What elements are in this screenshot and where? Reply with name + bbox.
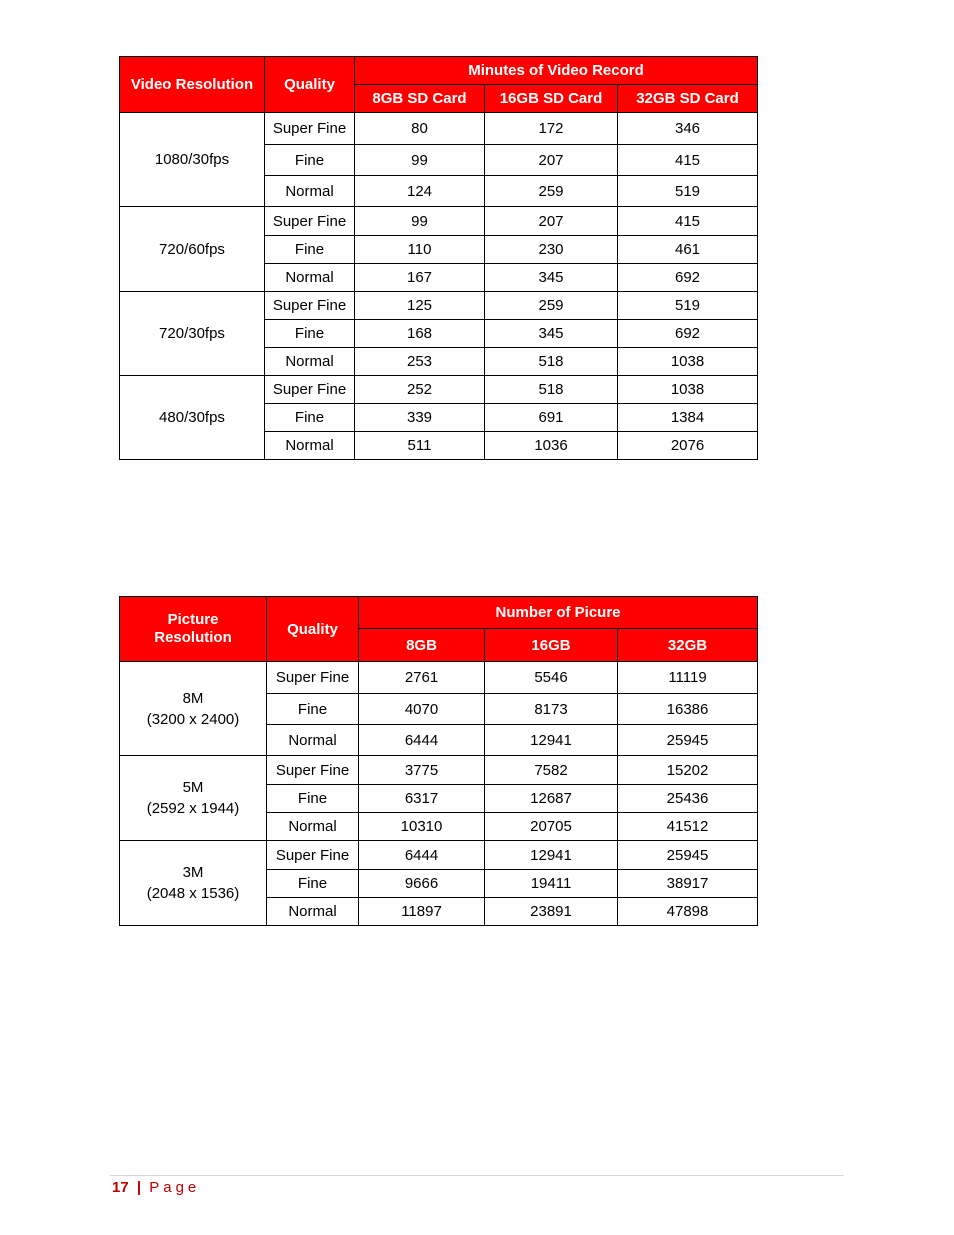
- page-label: Page: [149, 1179, 201, 1196]
- picture-quality-header: Quality: [267, 597, 359, 662]
- value-cell: 518: [485, 376, 618, 404]
- table-row: [120, 841, 758, 870]
- value-cell: 230: [485, 236, 618, 264]
- value-cell: 172: [485, 113, 618, 145]
- table-row: [120, 113, 758, 145]
- quality-cell: Super Fine: [265, 292, 355, 320]
- picture-resolution-dimensions: (2592 x 1944): [146, 800, 240, 817]
- value-cell: 252: [355, 376, 485, 404]
- value-cell: 47898: [618, 898, 758, 926]
- value-cell: 1036: [485, 432, 618, 460]
- picture-resolution-dimensions: (3200 x 2400): [146, 710, 240, 728]
- picture-column-header-32gb: 32GB: [618, 629, 758, 662]
- value-cell: 461: [618, 236, 758, 264]
- value-cell: 4070: [359, 694, 485, 725]
- quality-cell: Super Fine: [265, 207, 355, 236]
- value-cell: 253: [355, 348, 485, 376]
- value-cell: 15202: [618, 756, 758, 785]
- video-resolution-header: Video Resolution: [120, 57, 265, 113]
- value-cell: 110: [355, 236, 485, 264]
- video-column-header-32gb: 32GB SD Card: [618, 85, 758, 113]
- quality-cell: Super Fine: [265, 113, 355, 145]
- quality-cell: Fine: [265, 236, 355, 264]
- video-resolution-cell: 1080/30fps: [120, 113, 265, 207]
- footer-divider: [110, 1175, 844, 1176]
- value-cell: 692: [618, 264, 758, 292]
- video-minutes-group-header: Minutes of Video Record: [355, 57, 758, 85]
- value-cell: 11897: [359, 898, 485, 926]
- quality-cell: Normal: [267, 725, 359, 756]
- value-cell: 8173: [485, 694, 618, 725]
- video-resolution-cell: 480/30fps: [120, 376, 265, 460]
- value-cell: 6444: [359, 841, 485, 870]
- quality-cell: Fine: [267, 694, 359, 725]
- picture-resolution-name: 3M: [182, 864, 204, 881]
- value-cell: 2076: [618, 432, 758, 460]
- value-cell: 12687: [485, 785, 618, 813]
- picture-count-group-header: Number of Picure: [359, 597, 758, 629]
- value-cell: 519: [618, 176, 758, 207]
- quality-cell: Normal: [265, 432, 355, 460]
- value-cell: 415: [618, 145, 758, 176]
- value-cell: 10310: [359, 813, 485, 841]
- table-row: [120, 662, 758, 694]
- value-cell: 41512: [618, 813, 758, 841]
- value-cell: 519: [618, 292, 758, 320]
- quality-cell: Fine: [267, 785, 359, 813]
- picture-resolution-header-line1: Picture: [167, 611, 219, 628]
- quality-cell: Normal: [265, 176, 355, 207]
- picture-column-header-16gb: 16GB: [485, 629, 618, 662]
- value-cell: 23891: [485, 898, 618, 926]
- value-cell: 511: [355, 432, 485, 460]
- value-cell: 12941: [485, 725, 618, 756]
- value-cell: 11119: [618, 662, 758, 694]
- value-cell: 339: [355, 404, 485, 432]
- picture-resolution-cell: [120, 841, 267, 926]
- value-cell: 1038: [618, 348, 758, 376]
- value-cell: 80: [355, 113, 485, 145]
- value-cell: 168: [355, 320, 485, 348]
- value-cell: 16386: [618, 694, 758, 725]
- picture-resolution-cell: [120, 662, 267, 756]
- quality-cell: Super Fine: [267, 662, 359, 694]
- quality-cell: Fine: [267, 870, 359, 898]
- quality-cell: Fine: [265, 145, 355, 176]
- value-cell: 1038: [618, 376, 758, 404]
- value-cell: 124: [355, 176, 485, 207]
- value-cell: 691: [485, 404, 618, 432]
- value-cell: 20705: [485, 813, 618, 841]
- picture-resolution-name: 5M: [182, 779, 204, 796]
- quality-cell: Normal: [265, 264, 355, 292]
- value-cell: 345: [485, 320, 618, 348]
- quality-cell: Normal: [267, 898, 359, 926]
- value-cell: 207: [485, 145, 618, 176]
- value-cell: 99: [355, 207, 485, 236]
- video-resolution-cell: 720/30fps: [120, 292, 265, 376]
- table-row: [120, 292, 758, 320]
- value-cell: 1384: [618, 404, 758, 432]
- value-cell: 38917: [618, 870, 758, 898]
- value-cell: 259: [485, 176, 618, 207]
- picture-resolution-dimensions: (2048 x 1536): [146, 885, 240, 902]
- quality-cell: Normal: [265, 348, 355, 376]
- picture-resolution-header-line2: Resolution: [154, 629, 232, 646]
- value-cell: 12941: [485, 841, 618, 870]
- video-column-header-16gb: 16GB SD Card: [485, 85, 618, 113]
- page-footer: [112, 1179, 200, 1196]
- value-cell: 125: [355, 292, 485, 320]
- value-cell: 692: [618, 320, 758, 348]
- value-cell: 9666: [359, 870, 485, 898]
- value-cell: 518: [485, 348, 618, 376]
- value-cell: 25945: [618, 841, 758, 870]
- value-cell: 2761: [359, 662, 485, 694]
- video-column-header-8gb: 8GB SD Card: [355, 85, 485, 113]
- value-cell: 6444: [359, 725, 485, 756]
- value-cell: 207: [485, 207, 618, 236]
- table-row: [120, 207, 758, 236]
- value-cell: 6317: [359, 785, 485, 813]
- picture-resolution-cell: [120, 756, 267, 841]
- footer-separator: |: [136, 1179, 142, 1196]
- value-cell: 345: [485, 264, 618, 292]
- value-cell: 25436: [618, 785, 758, 813]
- value-cell: 3775: [359, 756, 485, 785]
- value-cell: 25945: [618, 725, 758, 756]
- value-cell: 346: [618, 113, 758, 145]
- value-cell: 5546: [485, 662, 618, 694]
- quality-cell: Fine: [265, 404, 355, 432]
- video-quality-header: Quality: [265, 57, 355, 113]
- picture-count-table: [119, 596, 758, 926]
- value-cell: 7582: [485, 756, 618, 785]
- value-cell: 167: [355, 264, 485, 292]
- picture-column-header-8gb: 8GB: [359, 629, 485, 662]
- value-cell: 19411: [485, 870, 618, 898]
- quality-cell: Super Fine: [265, 376, 355, 404]
- quality-cell: Fine: [265, 320, 355, 348]
- picture-resolution-name: 8M: [182, 689, 204, 707]
- value-cell: 259: [485, 292, 618, 320]
- video-record-table: [119, 56, 758, 460]
- quality-cell: Super Fine: [267, 841, 359, 870]
- video-resolution-cell: 720/60fps: [120, 207, 265, 292]
- value-cell: 415: [618, 207, 758, 236]
- picture-resolution-header: [120, 597, 267, 662]
- table-row: [120, 756, 758, 785]
- value-cell: 99: [355, 145, 485, 176]
- quality-cell: Super Fine: [267, 756, 359, 785]
- table-row: [120, 376, 758, 404]
- page-number: 17: [112, 1179, 129, 1196]
- quality-cell: Normal: [267, 813, 359, 841]
